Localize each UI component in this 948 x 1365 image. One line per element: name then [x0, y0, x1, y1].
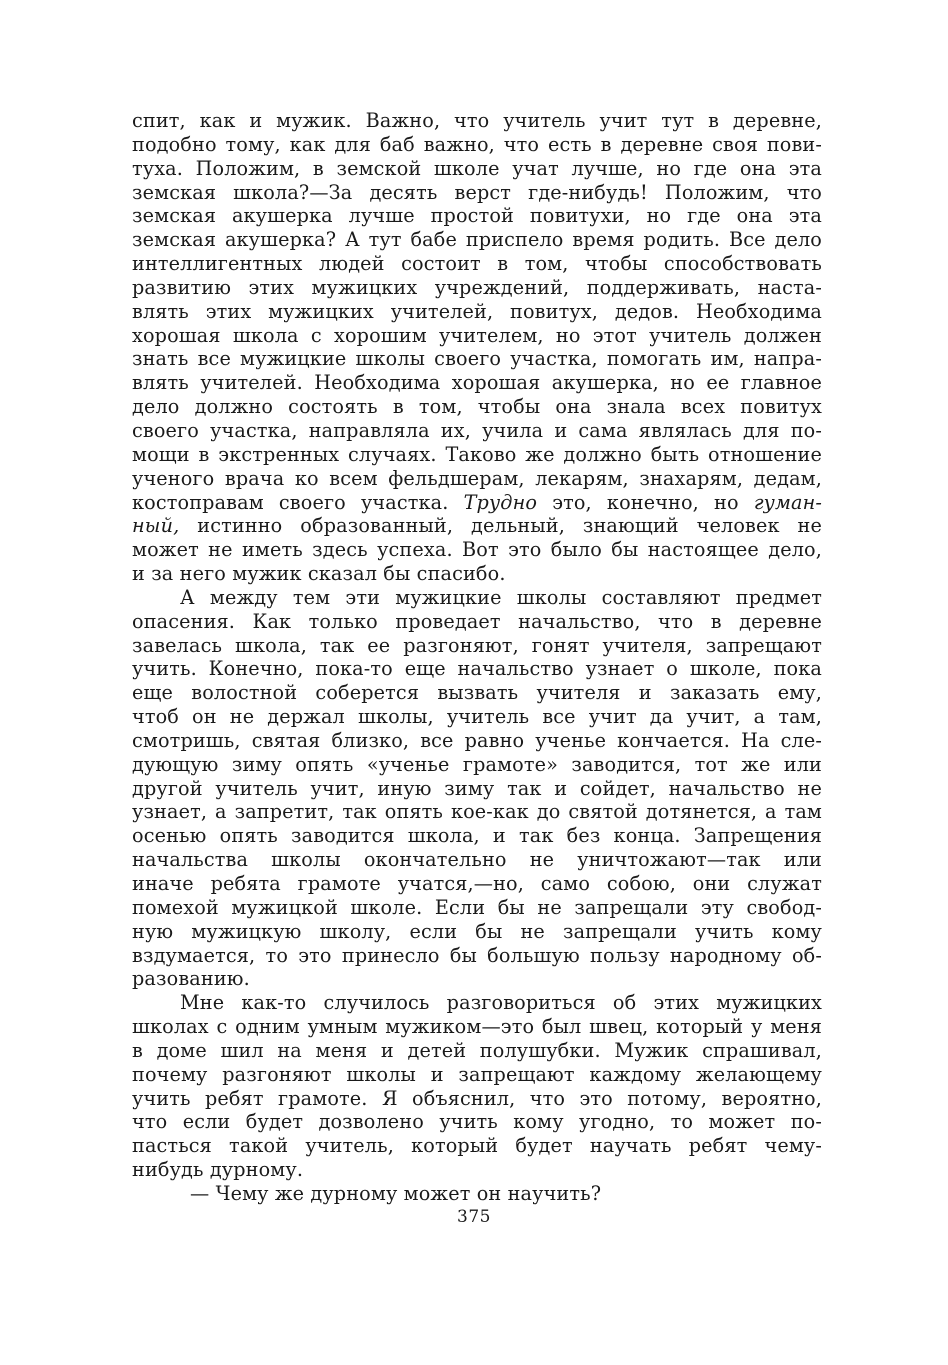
text-line: земская акушерка лучше простой повитухи, но где она эта — [132, 204, 822, 228]
text-line: мощи в экстренных случаях. Таково же должно быть отношение — [132, 442, 822, 466]
text-line: в доме шил на меня и детей полушубки. Мужик спрашивал, — [132, 1038, 822, 1062]
text-line: пасться такой учитель, который будет научать ребят чему- — [132, 1134, 822, 1158]
text-line: начальства школы окончательно не уничтожают—так или — [132, 848, 822, 872]
text-line: знать все мужицкие школы своего участка, помогать им, напра- — [132, 347, 822, 371]
text-line: хорошая школа с хорошим учителем, но этот учитель должен — [132, 323, 822, 347]
text-line: развитию этих мужицких учреждений, поддерживать, наста- — [132, 275, 822, 299]
text-line: дело должно состоять в том, чтобы она знала всех повитух — [132, 395, 822, 419]
text-line — [132, 514, 822, 538]
text-line: спит, как и мужик. Важно, что учитель учит тут в деревне, — [132, 109, 822, 132]
body-text — [132, 109, 822, 1206]
text-line: туха. Положим, в земской школе учат лучше, но где она эта — [132, 156, 822, 180]
text-line: иначе ребята грамоте учатся,—но, само собою, они служат — [132, 872, 822, 895]
text-line: другой учитель учит, иную зиму так и сойдет, начальство не — [132, 776, 822, 800]
text-line: разованию. — [132, 967, 250, 991]
italic-emphasis: гуман- — [753, 490, 823, 514]
text-segment: это, конечно, но — [537, 490, 754, 514]
italic-emphasis: Трудно — [463, 490, 538, 514]
text-line: учить. Конечно, пока-то еще начальство узнает о школе, пока — [132, 657, 822, 681]
text-line: дующую зиму опять «ученье грамоте» заводится, тот же или — [132, 752, 822, 776]
text-line: и за него мужик сказал бы спасибо. — [132, 562, 506, 586]
text-line: что если будет дозволено учить кому угодно, то может по- — [132, 1110, 822, 1134]
text-line: завелась школа, так ее разгоняют, гонят учителя, запрещают — [132, 633, 822, 657]
text-line: учить ребят грамоте. Я объяснил, что это потому, вероятно, — [132, 1086, 822, 1110]
text-line: интеллигентных людей состоит в том, чтобы способствовать — [132, 252, 822, 276]
text-line: нибудь дурному. — [132, 1158, 304, 1182]
text-segment: костоправам своего участка. — [132, 490, 464, 514]
text-line: земская акушерка? А тут бабе приспело время родить. Все дело — [132, 228, 822, 252]
text-line: ную мужицкую школу, если бы не запрещали учить кому — [132, 919, 822, 943]
text-line: Мне как-то случилось разговориться об этих мужицких — [180, 991, 822, 1015]
italic-emphasis: ный, — [132, 514, 180, 538]
page-number: 375 — [457, 1207, 491, 1227]
text-line: земская школа?—За десять верст где-нибудь! Положим, что — [132, 180, 822, 204]
text-line: А между тем эти мужицкие школы составляют предмет — [180, 585, 822, 609]
text-line: может не иметь здесь успеха. Вот это было бы настоящее дело, — [132, 538, 822, 562]
text-line: осенью опять заводится школа, и так без конца. Запрещения — [132, 824, 822, 848]
text-line: влять учителей. Необходима хорошая акушерка, но ее главное — [132, 371, 822, 395]
text-line: ученого врача ко всем фельдшерам, лекарям, знахарям, дедам, — [132, 466, 822, 490]
text-line: школах с одним умным мужиком—это был швец, который у меня — [132, 1015, 822, 1039]
text-line — [132, 491, 822, 515]
text-line: вздумается, то это принесло бы большую пользу народному об- — [132, 943, 822, 967]
text-line: чтоб он не держал школы, учитель все учит да учит, а там, — [132, 705, 822, 729]
text-line: своего участка, направляла их, учила и сама являлась для по- — [132, 418, 822, 442]
text-line: подобно тому, как для баб важно, что есть в деревне своя пови- — [132, 132, 822, 156]
text-line: влять этих мужицких учителей, повитух, дедов. Необходима — [132, 299, 822, 323]
text-line: еще волостной соберется вызвать учителя и заказать ему, — [132, 681, 822, 705]
dialogue-line: — Чему же дурному может он научить? — [190, 1181, 602, 1205]
text-segment: истинно образованный, дельный, знающий человек не — [179, 514, 822, 538]
text-line: узнает, а запретит, так опять кое-как до святой дотянется, а там — [132, 800, 822, 824]
text-line: опасения. Как только проведает начальство, что в деревне — [132, 609, 822, 633]
text-line: смотришь, святая близко, все равно ученье кончается. На сле- — [132, 728, 822, 752]
text-line: почему разгоняют школы и запрещают каждому желающему — [132, 1062, 822, 1086]
text-line: помехой мужицкой школе. Если бы не запрещали эту свобод- — [132, 895, 822, 919]
